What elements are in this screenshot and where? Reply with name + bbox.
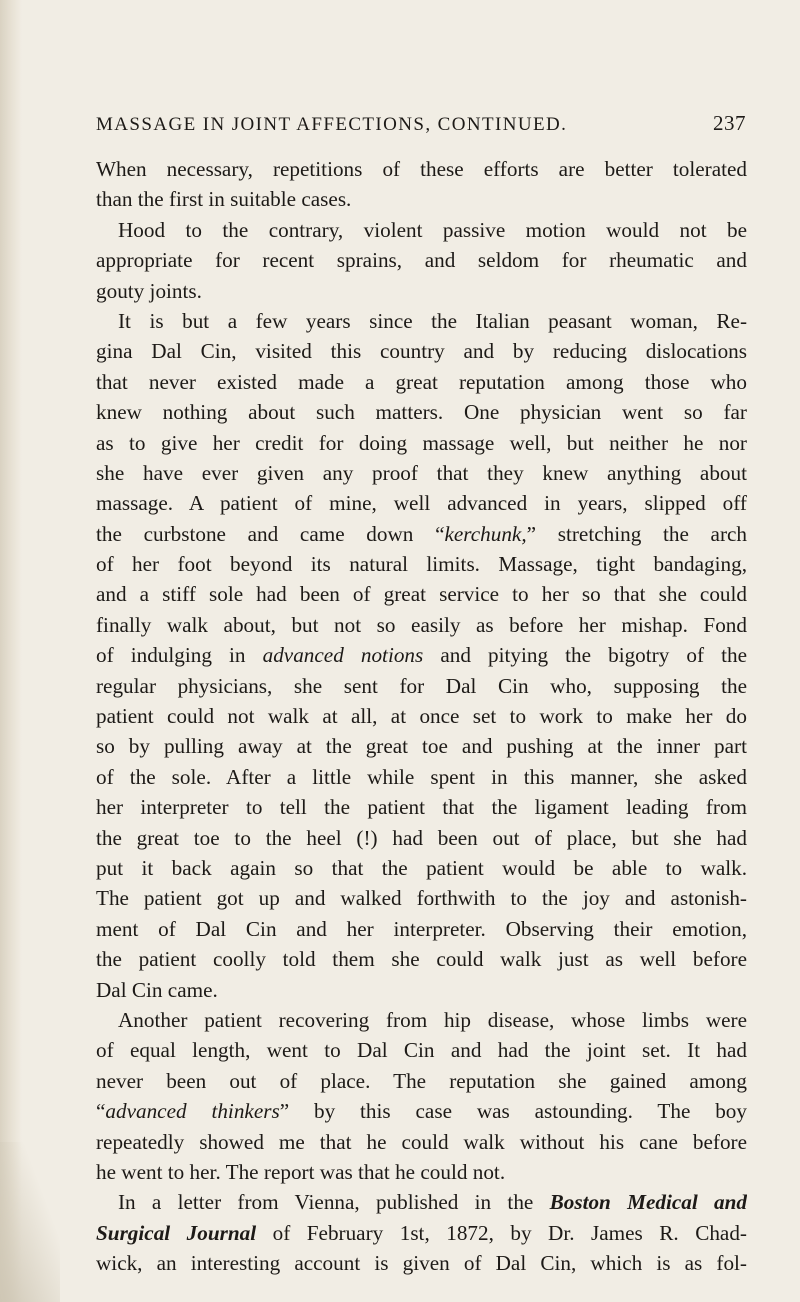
text-line	[96, 1218, 747, 1248]
page-number: 237	[713, 111, 746, 135]
text-segment: ” stretching the arch	[526, 521, 747, 546]
journal-title: Boston Medical and	[549, 1190, 747, 1215]
text-segment: of indulging in	[96, 643, 263, 668]
italic-term: advanced thinkers	[105, 1099, 280, 1124]
text-line	[96, 1096, 747, 1126]
page-edge-shadow	[0, 0, 22, 1302]
text-segment: and pitying the bigotry of the	[423, 643, 747, 668]
text-line: Hood to the contrary, violent passive motion would not be	[118, 217, 747, 242]
text-line: he went to her. The report was that he could not.	[96, 1159, 506, 1184]
italic-term: kerchunk,	[444, 521, 527, 546]
text-segment: In a letter from Vienna, published in the	[118, 1190, 550, 1215]
text-line: patient could not walk at all, at once set to work to make her do	[96, 704, 747, 729]
page-corner-shadow	[0, 1142, 60, 1302]
italic-term: advanced notions	[262, 643, 424, 668]
text-line: as to give her credit for doing massage well, but neither he nor	[96, 430, 747, 455]
text-line: wick, an interesting account is given of Dal Cin, which is as fol-	[96, 1251, 747, 1276]
text-line: than the first in suitable cases.	[96, 187, 352, 212]
text-line: of her foot beyond its natural limits. Massage, tight bandaging,	[96, 552, 747, 577]
text-line: When necessary, repetitions of these efforts are better tolerated	[96, 157, 747, 181]
page-body	[96, 154, 747, 1278]
text-line: that never existed made a great reputation among those who	[96, 369, 747, 394]
text-line: Dal Cin came.	[96, 977, 218, 1002]
text-segment: of February 1st, 1872, by Dr. James R. Chad-	[256, 1220, 747, 1245]
text-line	[96, 1187, 747, 1217]
text-line: she have ever given any proof that they knew anything about	[96, 460, 747, 485]
text-segment: the curbstone and came down “	[96, 521, 445, 546]
text-line: and a stiff sole had been of great service to her so that she could	[96, 582, 747, 607]
text-line	[96, 640, 747, 670]
text-segment: ” by this case was astounding. The boy	[279, 1099, 747, 1124]
text-line: her interpreter to tell the patient that the ligament leading from	[96, 795, 747, 820]
text-line: gina Dal Cin, visited this country and by reducing dislocations	[96, 339, 747, 364]
text-line: gouty joints.	[96, 278, 202, 303]
text-line	[96, 519, 747, 549]
text-line: repeatedly showed me that he could walk without his cane before	[96, 1129, 747, 1154]
text-line: the patient coolly told them she could walk just as well before	[96, 947, 747, 972]
text-line: of equal length, went to Dal Cin and had the joint set. It had	[96, 1038, 747, 1063]
text-line: the great toe to the heel (!) had been out of place, but she had	[96, 825, 747, 850]
text-line: put it back again so that the patient would be able to walk.	[96, 855, 747, 880]
text-line: Another patient recovering from hip disease, whose limbs were	[118, 1007, 747, 1032]
text-line: never been out of place. The reputation she gained among	[96, 1068, 747, 1093]
text-line: ment of Dal Cin and her interpreter. Observing their emotion,	[96, 916, 747, 941]
text-segment: “	[96, 1099, 106, 1124]
text-line: so by pulling away at the great toe and pushing at the inner part	[96, 734, 747, 759]
running-title: MASSAGE IN JOINT AFFECTIONS, CONTINUED.	[96, 114, 568, 135]
text-line: knew nothing about such matters. One physician went so far	[96, 400, 747, 425]
text-line: appropriate for recent sprains, and seldom for rheumatic and	[96, 248, 747, 273]
text-line: regular physicians, she sent for Dal Cin who, supposing the	[96, 673, 747, 698]
text-line: finally walk about, but not so easily as before her mishap. Fond	[96, 612, 747, 637]
journal-title: Surgical Journal	[96, 1220, 257, 1245]
running-header	[96, 111, 746, 137]
text-line: It is but a few years since the Italian peasant woman, Re-	[118, 308, 747, 333]
text-line: massage. A patient of mine, well advanced in years, slipped off	[96, 491, 747, 516]
text-line: of the sole. After a little while spent in this manner, she asked	[96, 764, 747, 789]
text-line: The patient got up and walked forthwith to the joy and astonish-	[96, 886, 747, 911]
